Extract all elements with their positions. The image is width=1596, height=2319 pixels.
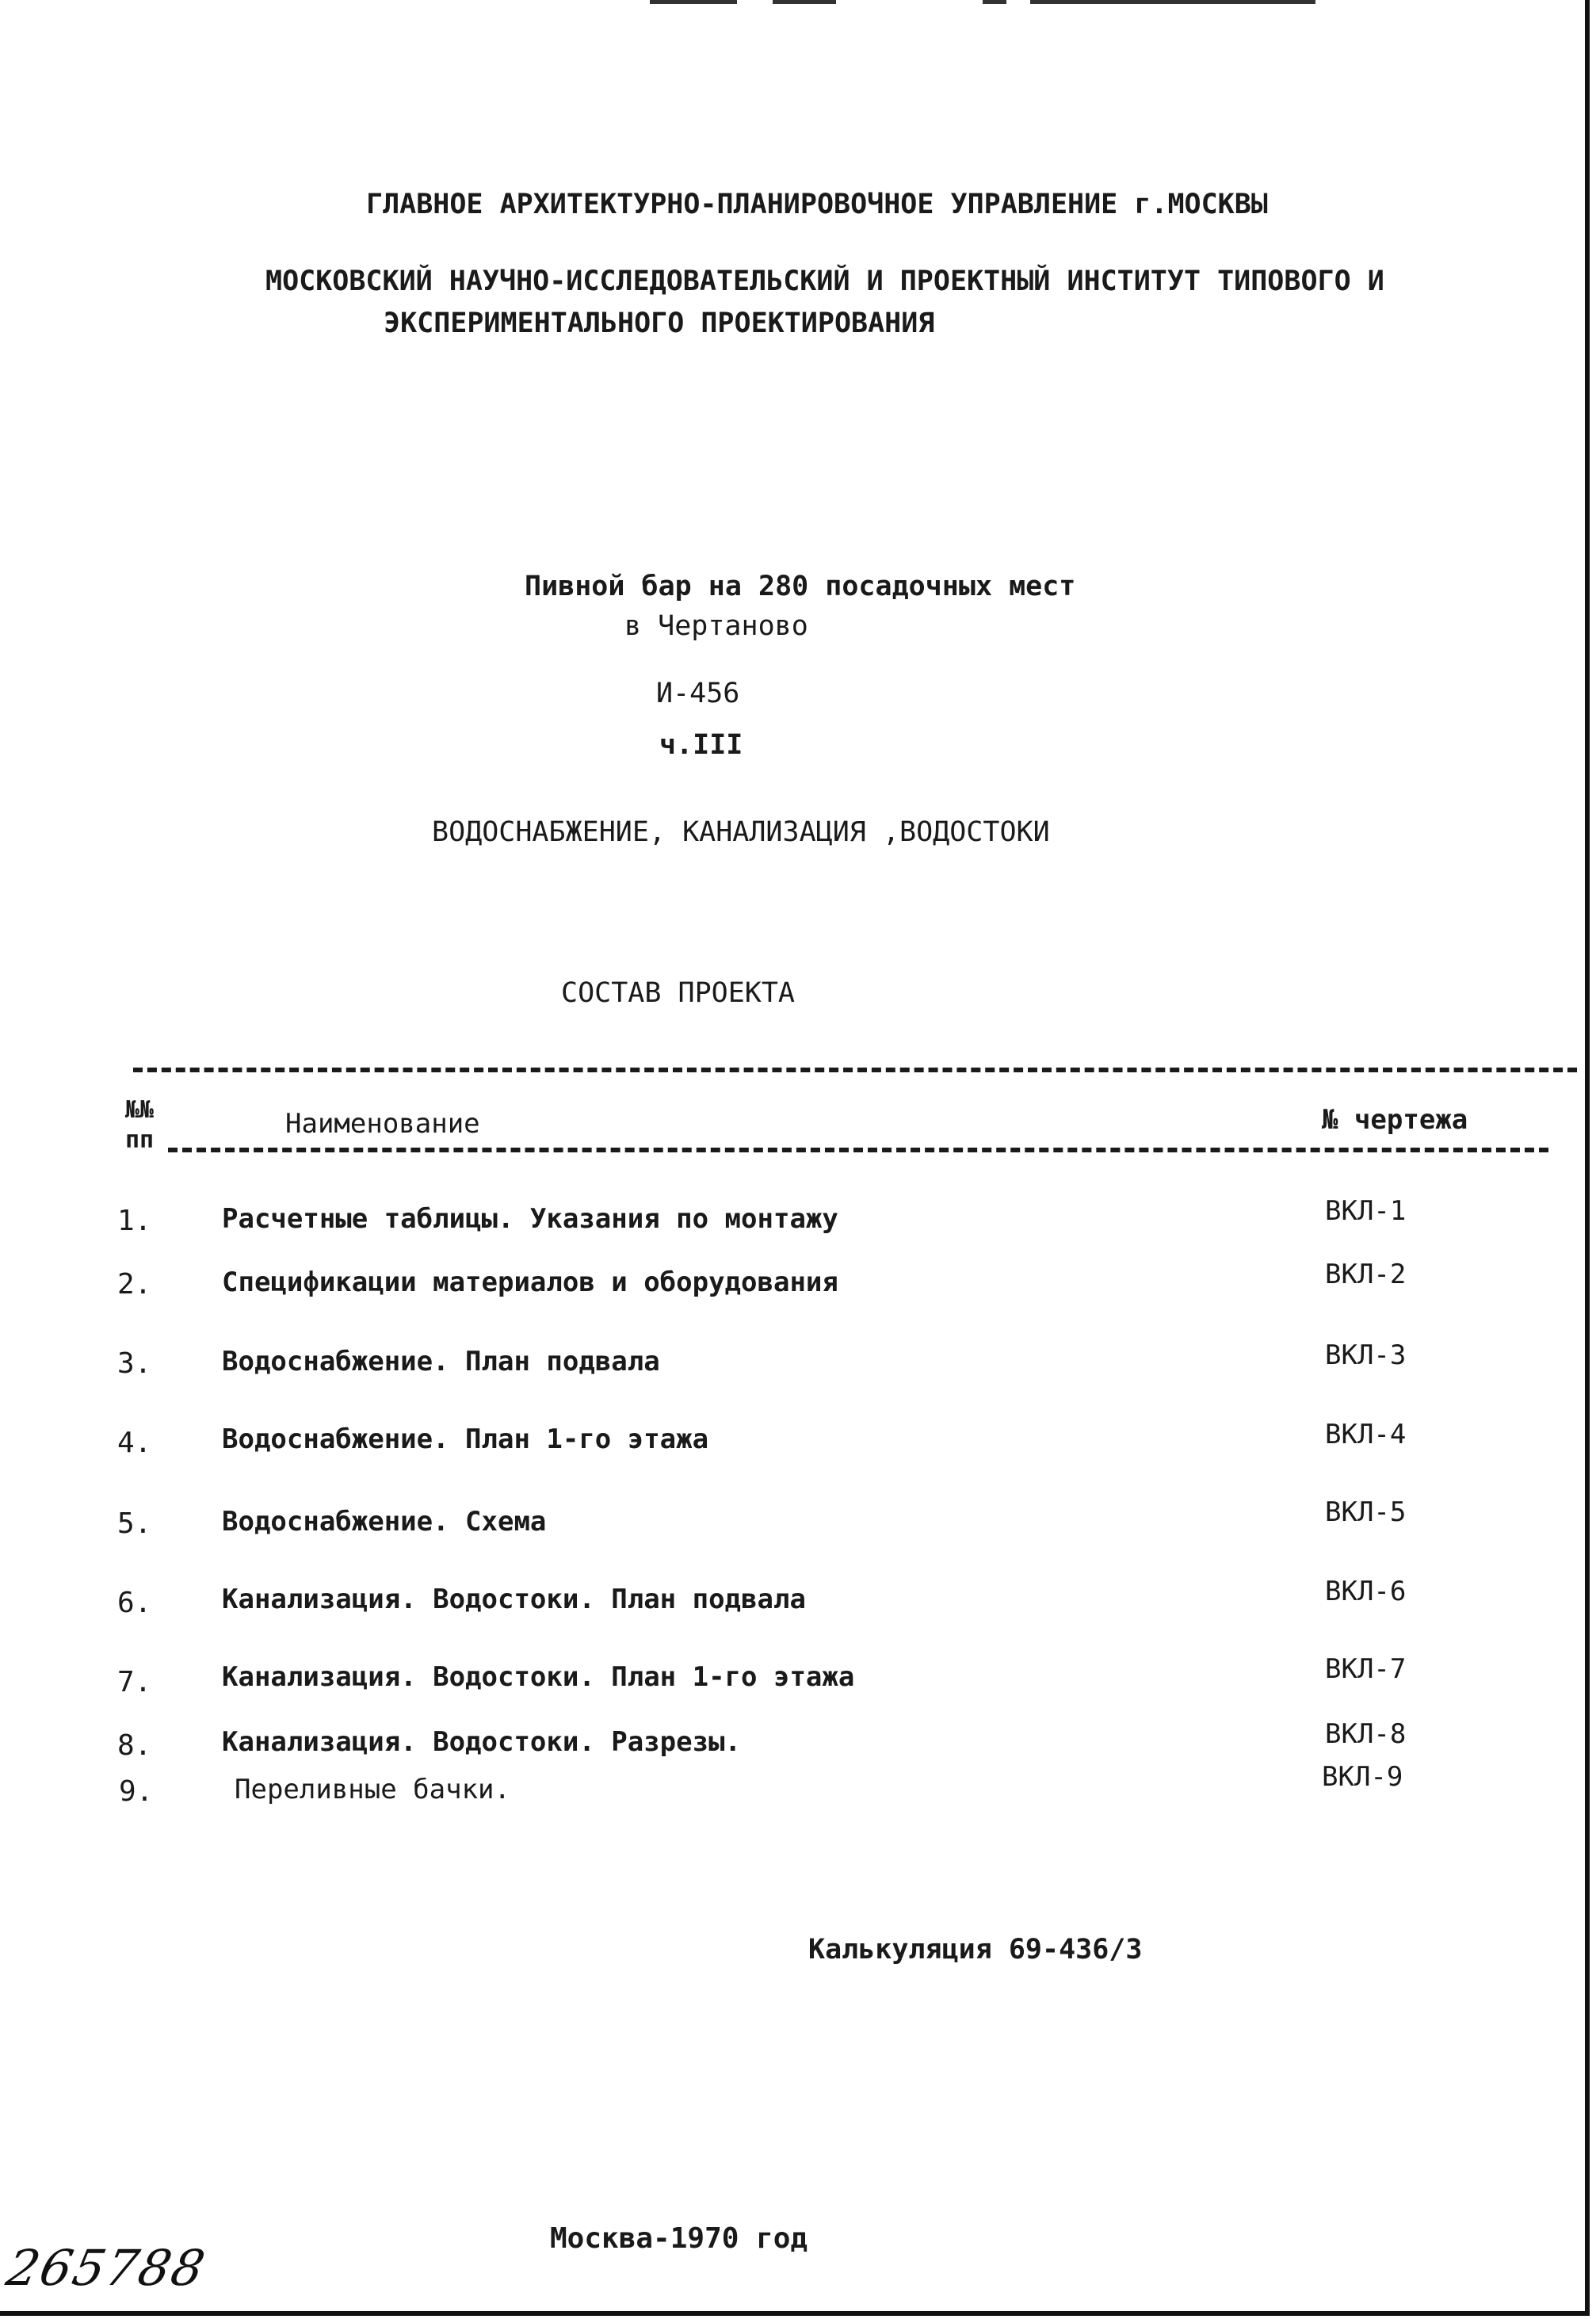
calculation-label: Калькуляция 69-436/3 [808, 1934, 1143, 1966]
row-title: Канализация. Водостоки. План подвала [222, 1584, 806, 1615]
row-number: 6. [117, 1587, 152, 1619]
col-name-header: Наименование [285, 1108, 480, 1140]
table-top-rule [133, 1068, 1577, 1072]
row-title: Переливные бачки. [235, 1774, 510, 1805]
table-header-rule [168, 1148, 1548, 1152]
row-number: 8. [117, 1729, 152, 1762]
row-title: Канализация. Водостоки. План 1-го этажа [222, 1661, 855, 1693]
row-number: 2. [117, 1268, 152, 1301]
project-code: И-456 [656, 678, 740, 709]
handwritten-inventory-number: 265788 [2, 2239, 212, 2297]
row-drawing-code: ВКЛ-7 [1325, 1653, 1407, 1685]
row-number: 3. [117, 1347, 152, 1380]
project-title: Пивной бар на 280 посадочных мест [525, 571, 1076, 602]
col-num-header: №№ [125, 1096, 155, 1124]
row-number: 9. [119, 1775, 154, 1808]
row-number: 4. [117, 1427, 152, 1459]
scan-top-marks [0, 0, 1596, 6]
row-drawing-code: ВКЛ-6 [1325, 1576, 1407, 1607]
institute-line: МОСКОВСКИЙ НАУЧНО-ИССЛЕДОВАТЕЛЬСКИЙ И ПРОЕКТНЫЙ ИНСТИТУТ ТИПОВОГО И [265, 266, 1384, 297]
col-drawing-header: № чертежа [1322, 1104, 1468, 1136]
composition-heading: СОСТАВ ПРОЕКТА [561, 977, 796, 1009]
institute-line-cont: ЭКСПЕРИМЕНТАЛЬНОГО ПРОЕКТИРОВАНИЯ [384, 308, 935, 339]
row-drawing-code: ВКЛ-1 [1325, 1195, 1407, 1227]
row-number: 7. [117, 1666, 152, 1698]
row-title: Спецификации материалов и оборудования [222, 1266, 838, 1298]
project-section: ВОДОСНАБЖЕНИЕ, КАНАЛИЗАЦИЯ ,ВОДОСТОКИ [432, 816, 1050, 848]
project-part: ч.III [659, 729, 743, 761]
col-num-header-sub: пп [125, 1126, 155, 1154]
row-drawing-code: ВКЛ-3 [1325, 1339, 1407, 1371]
calculation-reference [808, 1934, 1142, 1966]
ministry-line: ГЛАВНОЕ АРХИТЕКТУРНО-ПЛАНИРОВОЧНОЕ УПРАВЛЕНИЕ г.МОСКВЫ [366, 189, 1268, 220]
row-number: 5. [117, 1507, 152, 1540]
row-title: Водоснабжение. План подвала [222, 1346, 660, 1377]
row-drawing-code: ВКЛ-5 [1325, 1496, 1407, 1528]
project-location: в Чертаново [624, 610, 808, 642]
row-title: Расчетные таблицы. Указания по монтажу [222, 1203, 838, 1235]
row-drawing-code: ВКЛ-8 [1325, 1718, 1407, 1750]
footer-city-year: Москва-1970 год [550, 2222, 808, 2255]
row-drawing-code: ВКЛ-2 [1325, 1259, 1407, 1290]
row-number: 1. [117, 1205, 152, 1237]
row-title: Водоснабжение. Схема [222, 1506, 547, 1538]
row-title: Водоснабжение. План 1-го этажа [222, 1423, 709, 1455]
row-title: Канализация. Водостоки. Разрезы. [222, 1726, 742, 1758]
row-drawing-code: ВКЛ-9 [1322, 1761, 1403, 1793]
row-drawing-code: ВКЛ-4 [1325, 1419, 1407, 1450]
